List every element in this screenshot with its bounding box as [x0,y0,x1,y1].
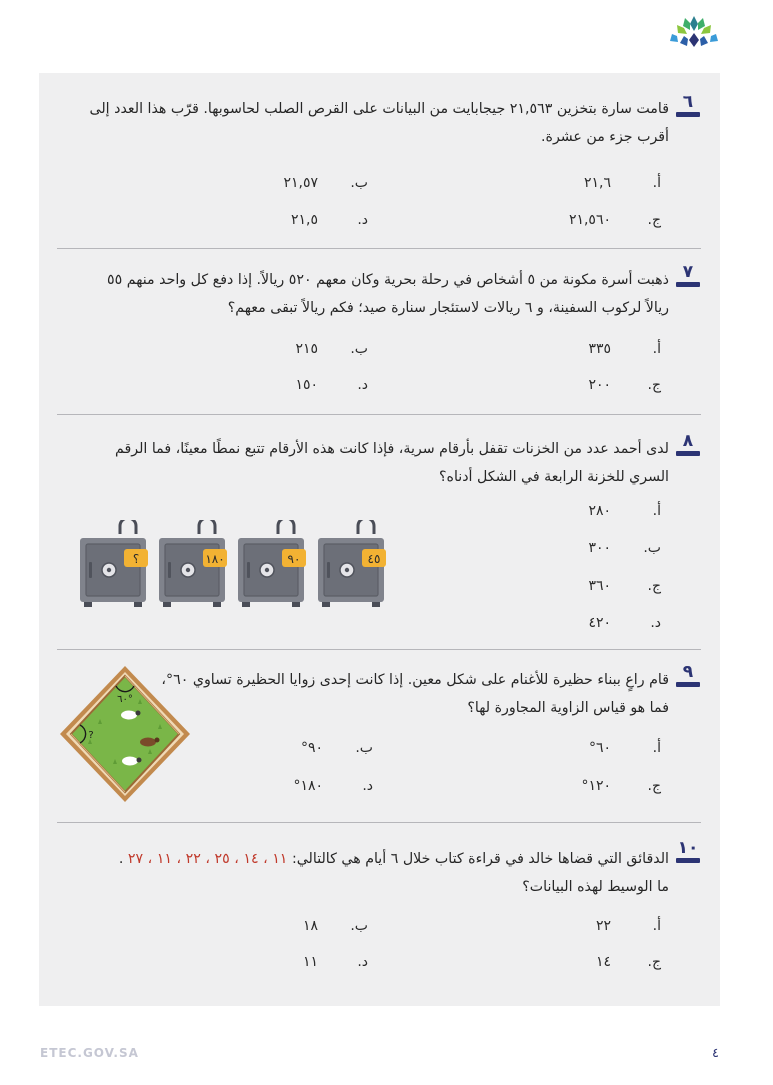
option-label: د. [650,615,661,631]
option-label: ب. [350,175,368,191]
option-value: ١٢٠° [581,778,611,794]
angle-label: ٦٠° [117,694,133,705]
option-label: ج. [647,212,661,228]
question-text: ذهبت أسرة مكونة من ٥ أشخاص في رحلة بحرية وكان معهم ٥٢٠ ريالاً. إذا دفع كل واحد منهم ٥٥ ريالاً لركوب السفينة، و ٦ ريالات لاستئجار سنارة صيد؛ فكم ريالاً تبقى معهم؟ [107,272,669,316]
option-value: ١٥٠ [295,377,318,393]
safe-4 [80,520,148,607]
safe-code: ١٨٠ [205,552,225,566]
option-label: أ. [652,341,661,357]
question-divider [57,822,701,823]
option-value: ٣٠٠ [588,540,611,556]
option-b[interactable] [303,917,368,935]
question-divider [57,248,701,249]
option-label: أ. [652,740,661,756]
question-text: لدى أحمد عدد من الخزنات تقفل بأرقام سرية، فإذا كانت هذه الأرقام تتبع نمطًا معينًا، فما الرقم السري للخزنة الرابعة في الشكل أدناه؟ [115,441,669,485]
option-label: ب. [350,341,368,357]
option-b[interactable] [295,340,368,358]
option-label: ب. [350,918,368,934]
question-text: قام راعٍ ببناء حظيرة للأغنام على شكل معين. إذا كانت إحدى زوايا الحظيرة تساوي ٦٠°، فما هو قياس الزاوية المجاورة لها؟ [161,672,669,716]
option-d[interactable] [295,376,368,394]
question-divider [57,414,701,415]
option-c[interactable] [596,953,661,971]
option-b[interactable] [588,539,661,557]
question-number: ٦ [682,92,694,112]
safe-code: ؟ [132,552,140,566]
option-value: ١١ [302,954,318,970]
page-number: ٤ [712,1046,719,1061]
option-d[interactable] [303,953,368,971]
option-label: ج. [647,377,661,393]
option-value: ٣٦٠ [588,578,611,594]
etec-logo-icon [666,14,722,48]
option-value: ٢١,٥٧ [283,175,318,191]
data-values: ١١ ، ١٤ ، ٢٥ ، ٢٢ ، ١١ ، ٢٧ [127,851,288,867]
option-label: د. [357,212,368,228]
option-d[interactable] [588,614,661,632]
option-label: ج. [647,954,661,970]
option-value: ٤٢٠ [588,615,611,631]
option-a[interactable] [584,174,661,192]
question-number-bar [676,451,700,456]
question-text [89,845,669,901]
option-label: أ. [652,918,661,934]
option-value: ٢٨٠ [588,503,611,519]
safes-figure [76,520,396,612]
option-value: ٩٠° [300,740,323,756]
safe-2 [238,520,306,607]
option-label: د. [362,778,373,794]
option-value: ٢١٥ [295,341,318,357]
barn-rhombus-figure [58,664,192,804]
unknown-angle-label: ? [88,730,94,741]
option-value: ١٨ [302,918,318,934]
option-b[interactable] [301,739,373,757]
option-label: أ. [652,503,661,519]
option-label: ب. [643,540,661,556]
option-value: ١٨٠° [293,778,323,794]
option-c[interactable] [581,777,661,795]
option-label: د. [357,377,368,393]
option-label: ب. [355,740,373,756]
safe-code: ٩٠ [287,552,301,566]
option-value: ٢١,٥٦٠ [568,212,611,228]
question-number-bar [676,858,700,863]
option-value: ٢١,٥ [290,212,318,228]
question-text-prefix: الدقائق التي قضاها خالد في قراءة كتاب خلال ٦ أيام هي كالتالي: [287,851,669,867]
option-label: ج. [647,778,661,794]
option-a[interactable] [589,739,661,757]
question-text-suffix: . [118,851,128,867]
option-value: ٢٢ [595,918,611,934]
option-c[interactable] [569,211,661,229]
option-value: ٢٠٠ [588,377,611,393]
option-value: ٦٠° [588,740,611,756]
question-number: ٧ [682,262,694,282]
option-c[interactable] [588,577,661,595]
option-b[interactable] [283,174,368,192]
safe-3 [159,520,227,607]
option-a[interactable] [588,340,661,358]
option-a[interactable] [588,502,661,520]
question-number: ٩ [682,662,694,682]
footer-url[interactable]: ETEC.GOV.SA [40,1046,139,1060]
option-value: ٢١,٦ [583,175,611,191]
question-number: ١٠ [677,838,699,858]
question-number: ٨ [682,431,694,451]
question-divider [57,649,701,650]
option-label: د. [357,954,368,970]
safe-code: ٤٥ [367,552,381,566]
option-value: ٣٣٥ [588,341,611,357]
question-number-bar [676,282,700,287]
option-label: ج. [647,578,661,594]
option-a[interactable] [596,917,661,935]
question-text: قامت سارة بتخزين ٢١,٥٦٣ جيجابايت من البيانات على القرص الصلب لحاسوبها. قرّب هذا العدد إلى أقرب جزء من عشرة. [89,101,669,145]
option-value: ١٤ [595,954,611,970]
option-c[interactable] [588,376,661,394]
safe-1 [318,520,386,607]
question-text-line2: ما الوسيط لهذه البيانات؟ [522,879,669,895]
option-d[interactable] [293,777,373,795]
option-label: أ. [652,175,661,191]
question-number-bar [676,682,700,687]
question-number-bar [676,112,700,117]
option-d[interactable] [291,211,368,229]
